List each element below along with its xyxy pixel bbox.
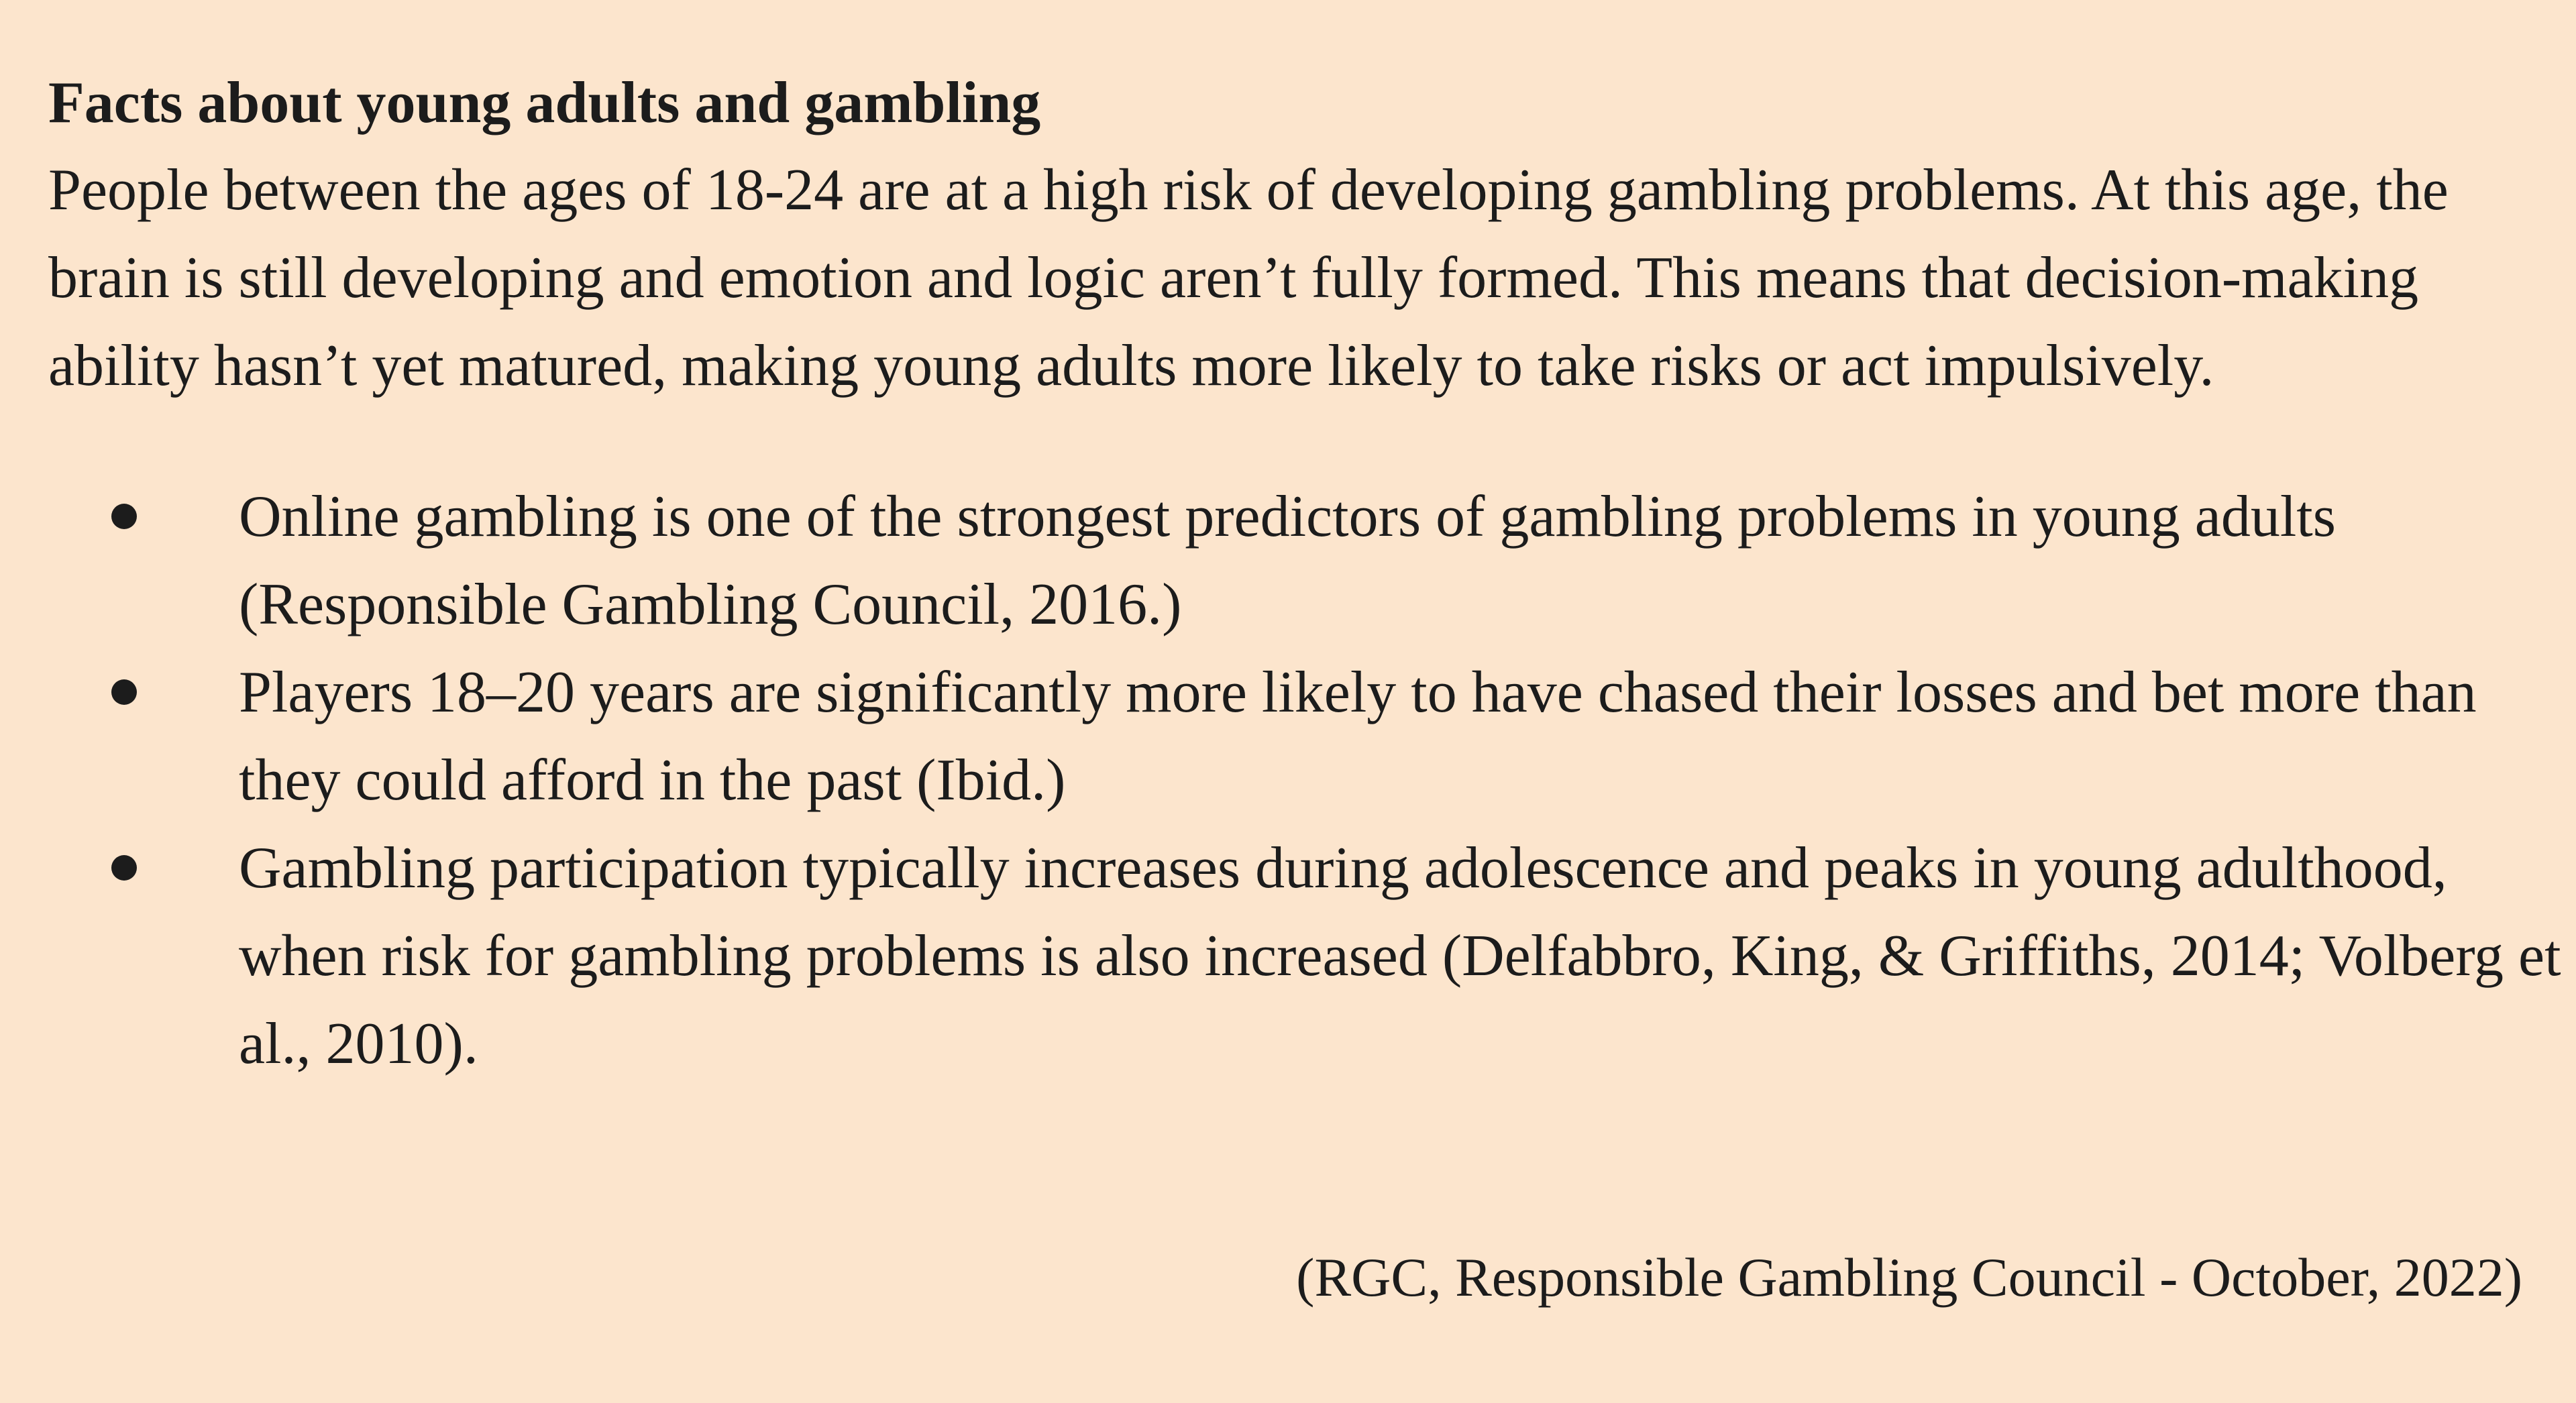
page-title: Facts about young adults and gambling [48, 70, 1041, 135]
list-item-text: Players 18–20 years are significantly more likely to have chased their losses and bet more than they could afford in the past (Ibid.) [239, 660, 2477, 813]
bullet-icon [111, 504, 137, 529]
bullet-icon [111, 855, 137, 881]
facts-list [48, 473, 2561, 1088]
source-citation: (RGC, Responsible Gambling Council - October, 2022) [1296, 1247, 2522, 1308]
intro-paragraph: People between the ages of 18-24 are at a high risk of developing gambling problems. At this age, the brain is still developing and emotion and logic aren’t fully formed. This means that decision-making ability hasn’t yet matured, making young adults more likely to take risks or act impulsively. [48, 158, 2449, 398]
bullet-icon [111, 679, 137, 705]
list-item [48, 649, 2576, 824]
list-item-text: Online gambling is one of the strongest predictors of gambling problems in young adults (Responsible Gambling Council, 2016.) [239, 484, 2336, 637]
list-item [48, 473, 2576, 649]
list-item-text: Gambling participation typically increases during adolescence and peaks in young adulthood, when risk for gambling problems is also increased (Delfabbro, King, & Griffiths, 2014; Volberg et al., 2010). [239, 836, 2561, 1076]
list-item [48, 824, 2576, 1088]
